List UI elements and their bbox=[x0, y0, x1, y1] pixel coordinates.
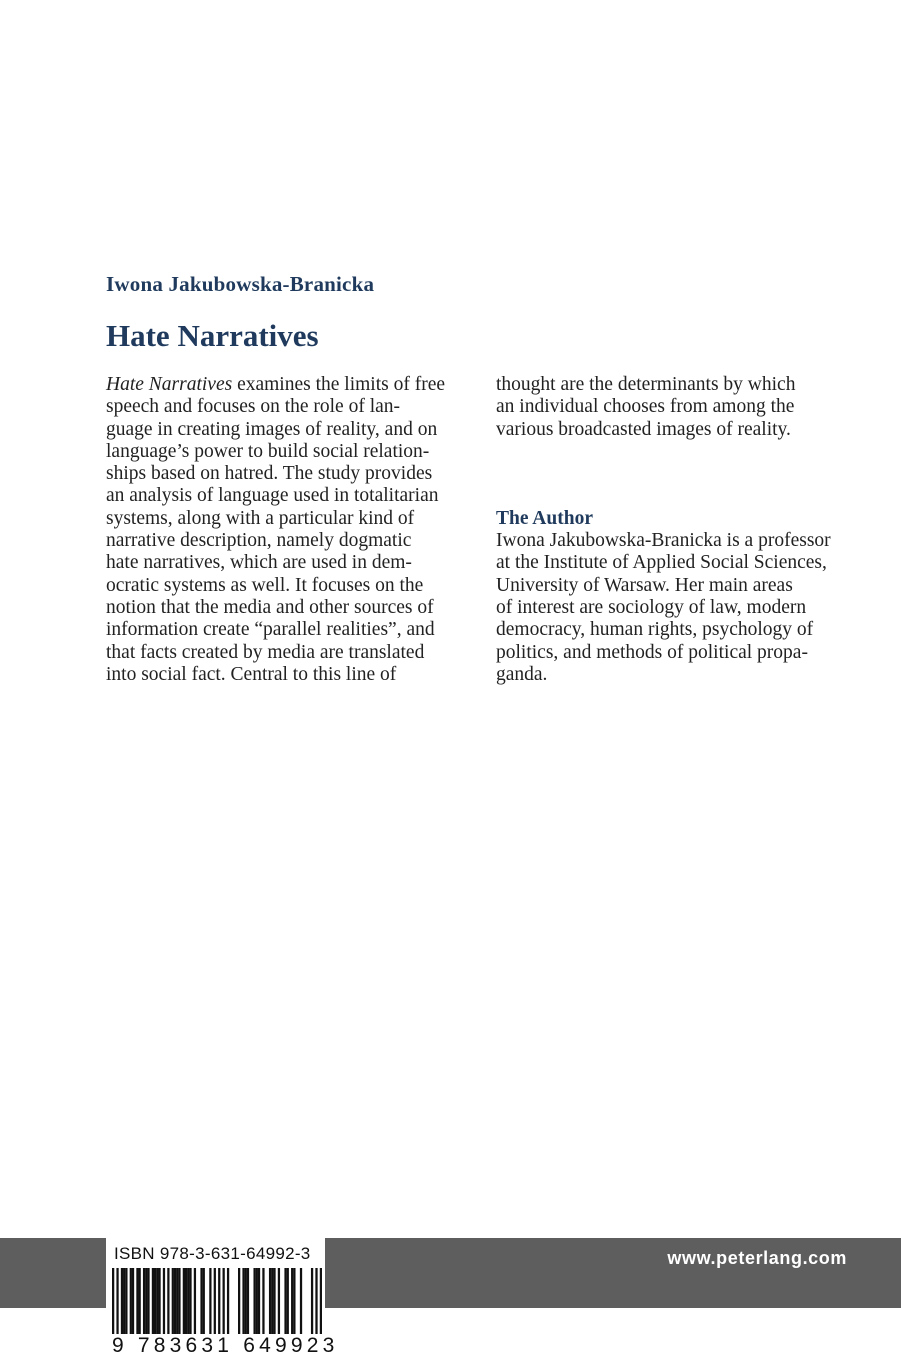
barcode-bar bbox=[121, 1268, 123, 1338]
barcode-bar bbox=[278, 1268, 280, 1338]
description-line: guage in creating images of reality, and on bbox=[106, 418, 438, 440]
description-line: hate narratives, which are used in dem- bbox=[106, 552, 412, 574]
barcode-bar bbox=[315, 1268, 317, 1338]
barcode-bar bbox=[273, 1268, 275, 1338]
barcode-bar bbox=[158, 1268, 160, 1338]
publisher-website[interactable]: www.peterlang.com bbox=[667, 1248, 847, 1268]
description-line: various broadcasted images of reality. bbox=[496, 418, 791, 440]
barcode-bar bbox=[300, 1268, 302, 1338]
barcode-bar bbox=[167, 1268, 169, 1338]
barcode-bar bbox=[293, 1268, 295, 1338]
barcode-bar bbox=[189, 1268, 191, 1338]
description-column-right bbox=[496, 374, 856, 686]
barcode-bar bbox=[271, 1268, 273, 1338]
barcode-bar bbox=[262, 1268, 264, 1338]
title-italic: Hate Narratives bbox=[106, 374, 233, 395]
barcode-bar bbox=[245, 1268, 247, 1338]
barcode-bar bbox=[256, 1268, 258, 1338]
barcode-bar bbox=[242, 1268, 244, 1338]
description-line: an analysis of language used in totalitarian bbox=[106, 485, 439, 507]
description-column-left bbox=[106, 374, 471, 686]
barcode-bar bbox=[123, 1268, 125, 1338]
barcode-bar bbox=[156, 1268, 158, 1338]
barcode-bar bbox=[320, 1268, 322, 1338]
barcode-bar bbox=[247, 1268, 249, 1338]
barcode-bar bbox=[218, 1268, 220, 1338]
description-line: information create “parallel realities”, and bbox=[106, 619, 435, 641]
barcode-bar bbox=[145, 1268, 147, 1338]
barcode-bar bbox=[185, 1268, 187, 1338]
barcode-bar bbox=[253, 1268, 255, 1338]
author-section-heading: The Author bbox=[496, 507, 593, 529]
barcode-bar bbox=[183, 1268, 185, 1338]
barcode-bar bbox=[147, 1268, 149, 1338]
author-bio-line: ganda. bbox=[496, 663, 548, 685]
barcode-bar bbox=[132, 1268, 134, 1338]
description-line: that facts created by media are translated bbox=[106, 641, 425, 663]
barcode-bar bbox=[291, 1268, 293, 1338]
barcode-bar bbox=[200, 1268, 202, 1338]
description-line: ocratic systems as well. It focuses on the bbox=[106, 574, 424, 596]
barcode-bar bbox=[174, 1268, 176, 1338]
barcode-bar bbox=[143, 1268, 145, 1338]
description-line: narrative description, namely dogmatic bbox=[106, 530, 412, 552]
barcode-bar bbox=[227, 1268, 229, 1338]
barcode-bar bbox=[130, 1268, 132, 1338]
author-bio-line: Iwona Jakubowska-Branicka is a professor bbox=[496, 530, 831, 552]
barcode-bar bbox=[258, 1268, 260, 1338]
barcode-bar bbox=[203, 1268, 205, 1338]
author-bio-line: of interest are sociology of law, modern bbox=[496, 597, 807, 619]
barcode-bars bbox=[112, 1268, 322, 1338]
barcode-bar bbox=[269, 1268, 271, 1338]
description-line: an individual chooses from among the bbox=[496, 396, 795, 418]
description-line: systems, along with a particular kind of bbox=[106, 507, 415, 529]
paragraph-gap bbox=[496, 441, 856, 508]
barcode-bar bbox=[136, 1268, 138, 1338]
book-title: Hate Narratives bbox=[106, 318, 319, 353]
barcode-digits: 9 783631 649923 bbox=[112, 1334, 339, 1357]
barcode-bar bbox=[194, 1268, 196, 1338]
barcode-bar bbox=[125, 1268, 127, 1338]
description-line: speech and focuses on the role of lan- bbox=[106, 396, 401, 418]
barcode-bar bbox=[172, 1268, 174, 1338]
description-line: ships based on hatred. The study provides bbox=[106, 463, 433, 485]
barcode-bar bbox=[163, 1268, 165, 1338]
barcode-bar bbox=[223, 1268, 225, 1338]
author-bio-line: at the Institute of Applied Social Sciences, bbox=[496, 552, 827, 574]
barcode-bar bbox=[116, 1268, 118, 1338]
barcode-bar bbox=[311, 1268, 313, 1338]
barcode-bar bbox=[287, 1268, 289, 1338]
barcode-bar bbox=[238, 1268, 240, 1338]
barcode-bar bbox=[154, 1268, 156, 1338]
barcode-bar bbox=[214, 1268, 216, 1338]
barcode-bar bbox=[112, 1268, 114, 1338]
barcode-bar bbox=[284, 1268, 286, 1338]
barcode-bar bbox=[178, 1268, 180, 1338]
description-line: language’s power to build social relation- bbox=[106, 440, 430, 462]
author-bio-line: politics, and methods of political propa- bbox=[496, 641, 808, 663]
barcode-bar bbox=[152, 1268, 154, 1338]
author-name: Iwona Jakubowska-Branicka bbox=[106, 272, 375, 296]
isbn-label: ISBN 978-3-631-64992-3 bbox=[114, 1244, 311, 1263]
barcode-bar bbox=[139, 1268, 141, 1338]
barcode-bar bbox=[176, 1268, 178, 1338]
description-line: Hate Narratives examines the limits of free bbox=[106, 374, 446, 395]
description-line: thought are the determinants by which bbox=[496, 374, 796, 395]
barcode-bar bbox=[209, 1268, 211, 1338]
author-bio-line: democracy, human rights, psychology of bbox=[496, 619, 814, 641]
barcode-bar bbox=[187, 1268, 189, 1338]
author-bio-line: University of Warsaw. Her main areas bbox=[496, 574, 793, 596]
description-line: notion that the media and other sources of bbox=[106, 596, 434, 618]
description-line: into social fact. Central to this line of bbox=[106, 663, 397, 685]
